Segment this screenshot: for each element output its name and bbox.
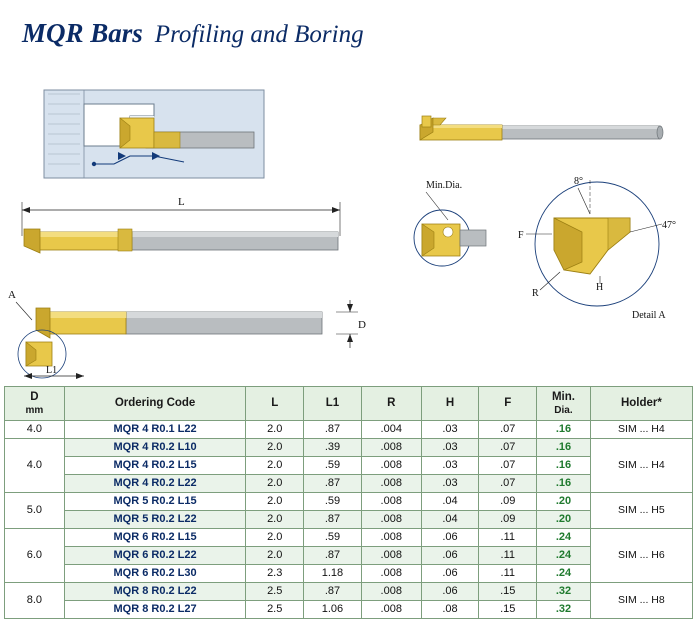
cell-l: 2.0 bbox=[246, 529, 304, 547]
figure-tool-in-bore bbox=[34, 70, 274, 190]
cell-d: 8.0 bbox=[5, 583, 65, 619]
cell-ordering-code: MQR 6 R0.2 L30 bbox=[64, 565, 246, 583]
table-row bbox=[5, 511, 693, 529]
cell-d: 5.0 bbox=[5, 493, 65, 529]
svg-text:47°: 47° bbox=[662, 220, 676, 231]
cell-min-dia: .20 bbox=[537, 511, 591, 529]
cell-holder: SIM ... H4 bbox=[590, 439, 692, 493]
svg-text:L1: L1 bbox=[46, 365, 58, 376]
cell-l: 2.5 bbox=[246, 583, 304, 601]
cell-ordering-code: MQR 5 R0.2 L15 bbox=[64, 493, 246, 511]
cell-min-dia: .24 bbox=[537, 565, 591, 583]
cell-f: .15 bbox=[479, 583, 537, 601]
table-row bbox=[5, 421, 693, 439]
cell-min-dia: .32 bbox=[537, 583, 591, 601]
cell-l1: .87 bbox=[304, 547, 362, 565]
page-title bbox=[22, 18, 364, 49]
cell-r: .008 bbox=[361, 547, 421, 565]
cell-l1: .87 bbox=[304, 583, 362, 601]
cell-h: .06 bbox=[421, 583, 479, 601]
cell-ordering-code: MQR 6 R0.2 L22 bbox=[64, 547, 246, 565]
cell-h: .03 bbox=[421, 457, 479, 475]
svg-text:D: D bbox=[358, 319, 366, 331]
svg-text:F: F bbox=[518, 230, 524, 241]
cell-r: .008 bbox=[361, 529, 421, 547]
table-row bbox=[5, 475, 693, 493]
table-row bbox=[5, 439, 693, 457]
spec-table-body bbox=[5, 421, 693, 619]
cell-f: .11 bbox=[479, 565, 537, 583]
svg-text:R: R bbox=[532, 288, 539, 299]
cell-l: 2.0 bbox=[246, 475, 304, 493]
header-h: H bbox=[421, 387, 479, 421]
cell-d: 4.0 bbox=[5, 421, 65, 439]
table-row bbox=[5, 547, 693, 565]
spec-table bbox=[4, 386, 693, 619]
cell-min-dia: .16 bbox=[537, 421, 591, 439]
table-row bbox=[5, 529, 693, 547]
cell-holder: SIM ... H8 bbox=[590, 583, 692, 619]
cell-ordering-code: MQR 4 R0.2 L22 bbox=[64, 475, 246, 493]
table-header-row bbox=[5, 387, 693, 421]
table-row bbox=[5, 457, 693, 475]
svg-text:Detail A: Detail A bbox=[632, 310, 666, 321]
cell-r: .008 bbox=[361, 565, 421, 583]
table-row bbox=[5, 583, 693, 601]
cell-l1: 1.18 bbox=[304, 565, 362, 583]
cell-f: .07 bbox=[479, 439, 537, 457]
cell-holder: SIM ... H4 bbox=[590, 421, 692, 439]
header-min-dia bbox=[537, 387, 591, 421]
svg-text:A: A bbox=[8, 289, 16, 301]
cell-min-dia: .16 bbox=[537, 439, 591, 457]
cell-f: .11 bbox=[479, 547, 537, 565]
cell-d: 4.0 bbox=[5, 439, 65, 493]
cell-min-dia: .20 bbox=[537, 493, 591, 511]
cell-l: 2.0 bbox=[246, 511, 304, 529]
cell-f: .07 bbox=[479, 475, 537, 493]
page-title-main: MQR Bars bbox=[22, 18, 143, 48]
cell-h: .06 bbox=[421, 565, 479, 583]
cell-l: 2.0 bbox=[246, 547, 304, 565]
cell-l: 2.3 bbox=[246, 565, 304, 583]
cell-r: .008 bbox=[361, 457, 421, 475]
header-d-label: D bbox=[30, 390, 39, 403]
cell-ordering-code: MQR 4 R0.1 L22 bbox=[64, 421, 246, 439]
cell-min-dia: .16 bbox=[537, 475, 591, 493]
cell-l: 2.0 bbox=[246, 439, 304, 457]
header-r: R bbox=[361, 387, 421, 421]
cell-min-dia: .24 bbox=[537, 529, 591, 547]
cell-min-dia: .32 bbox=[537, 601, 591, 619]
figure-min-dia bbox=[396, 176, 506, 281]
cell-ordering-code: MQR 5 R0.2 L22 bbox=[64, 511, 246, 529]
cell-r: .008 bbox=[361, 439, 421, 457]
cell-l: 2.5 bbox=[246, 601, 304, 619]
cell-r: .008 bbox=[361, 511, 421, 529]
cell-h: .08 bbox=[421, 601, 479, 619]
svg-text:H: H bbox=[596, 282, 604, 293]
cell-h: .06 bbox=[421, 529, 479, 547]
cell-d: 6.0 bbox=[5, 529, 65, 583]
header-d bbox=[5, 387, 65, 421]
cell-ordering-code: MQR 4 R0.2 L10 bbox=[64, 439, 246, 457]
header-l: L bbox=[246, 387, 304, 421]
table-row bbox=[5, 493, 693, 511]
cell-r: .004 bbox=[361, 421, 421, 439]
cell-f: .07 bbox=[479, 457, 537, 475]
header-min-unit: Dia. bbox=[554, 404, 573, 416]
cell-f: .15 bbox=[479, 601, 537, 619]
cell-l1: .87 bbox=[304, 421, 362, 439]
page-title-sub: Profiling and Boring bbox=[154, 21, 364, 48]
cell-h: .03 bbox=[421, 421, 479, 439]
cell-f: .11 bbox=[479, 529, 537, 547]
cell-r: .008 bbox=[361, 601, 421, 619]
figure-bar-isometric bbox=[400, 98, 675, 168]
svg-text:L: L bbox=[178, 196, 185, 208]
cell-r: .008 bbox=[361, 475, 421, 493]
cell-r: .008 bbox=[361, 493, 421, 511]
header-ordering-code: Ordering Code bbox=[64, 387, 246, 421]
cell-h: .06 bbox=[421, 547, 479, 565]
cell-f: .09 bbox=[479, 493, 537, 511]
cell-h: .03 bbox=[421, 439, 479, 457]
cell-f: .09 bbox=[479, 511, 537, 529]
cell-ordering-code: MQR 6 R0.2 L15 bbox=[64, 529, 246, 547]
header-d-unit: mm bbox=[25, 404, 44, 416]
cell-min-dia: .24 bbox=[537, 547, 591, 565]
table-row bbox=[5, 601, 693, 619]
cell-l1: 1.06 bbox=[304, 601, 362, 619]
header-min-label: Min. bbox=[551, 390, 575, 403]
cell-l1: .87 bbox=[304, 511, 362, 529]
cell-h: .03 bbox=[421, 475, 479, 493]
table-row bbox=[5, 565, 693, 583]
cell-h: .04 bbox=[421, 493, 479, 511]
cell-l: 2.0 bbox=[246, 493, 304, 511]
cell-min-dia: .16 bbox=[537, 457, 591, 475]
figure-panel bbox=[0, 58, 697, 383]
cell-l: 2.0 bbox=[246, 421, 304, 439]
cell-l1: .59 bbox=[304, 457, 362, 475]
header-holder: Holder* bbox=[590, 387, 692, 421]
cell-holder: SIM ... H6 bbox=[590, 529, 692, 583]
cell-ordering-code: MQR 8 R0.2 L27 bbox=[64, 601, 246, 619]
cell-ordering-code: MQR 4 R0.2 L15 bbox=[64, 457, 246, 475]
spec-table-head bbox=[5, 387, 693, 421]
cell-l1: .59 bbox=[304, 529, 362, 547]
cell-ordering-code: MQR 8 R0.2 L22 bbox=[64, 583, 246, 601]
svg-text:8°: 8° bbox=[574, 176, 583, 187]
header-f: F bbox=[479, 387, 537, 421]
header-l1: L1 bbox=[304, 387, 362, 421]
cell-f: .07 bbox=[479, 421, 537, 439]
cell-holder: SIM ... H5 bbox=[590, 493, 692, 529]
cell-l1: .87 bbox=[304, 475, 362, 493]
figure-side-view-bottom bbox=[6, 272, 376, 382]
figure-detail-a bbox=[512, 166, 692, 331]
svg-text:Min.Dia.: Min.Dia. bbox=[426, 180, 463, 191]
cell-l1: .59 bbox=[304, 493, 362, 511]
cell-l: 2.0 bbox=[246, 457, 304, 475]
cell-r: .008 bbox=[361, 583, 421, 601]
figure-side-view-top bbox=[10, 196, 360, 266]
cell-l1: .39 bbox=[304, 439, 362, 457]
cell-h: .04 bbox=[421, 511, 479, 529]
spec-table-wrap bbox=[4, 386, 693, 619]
